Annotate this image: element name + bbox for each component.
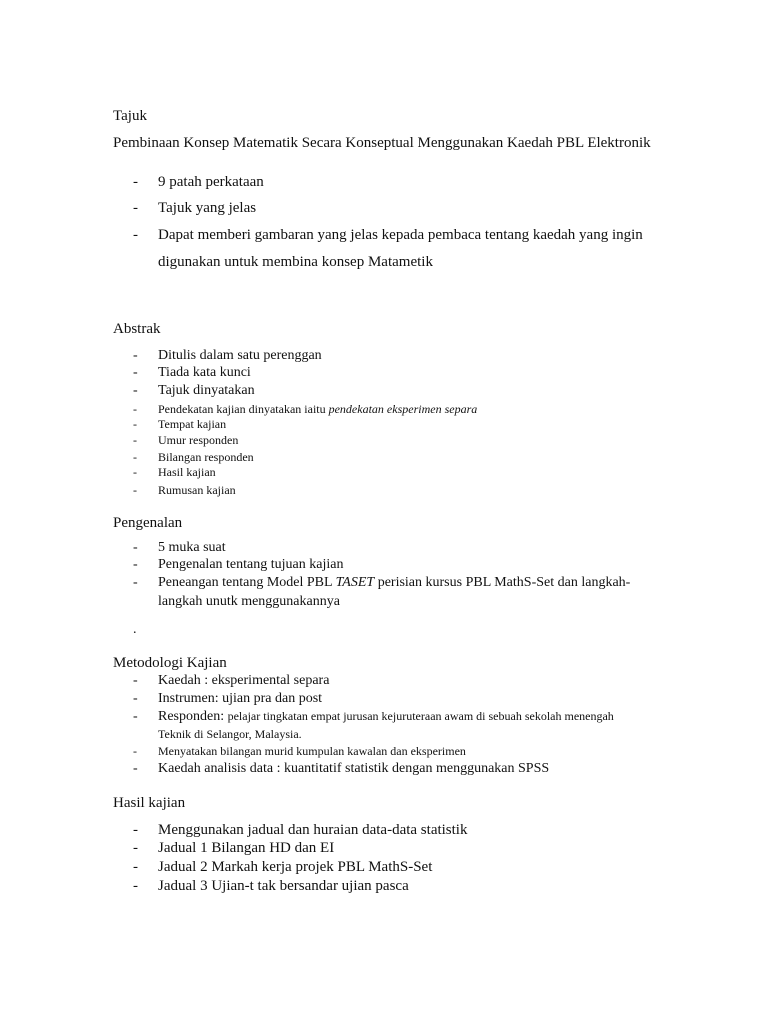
hasil-bullet-1: Menggunakan jadual dan huraian data-data statistik xyxy=(158,822,468,838)
metodologi-bullet-3-cont: Teknik di Selangor, Malaysia. xyxy=(158,727,302,741)
abstrak-bullet-4-italic: pendekatan eksperimen separa xyxy=(328,402,478,416)
dash-bullet: - xyxy=(133,575,138,590)
pengenalan-dot: . xyxy=(133,622,137,637)
dash-bullet: - xyxy=(133,365,138,380)
pengenalan-bullet-2: Pengenalan tentang tujuan kajian xyxy=(158,557,344,572)
metodologi-bullet-3-small: pelajar tingkatan empat jurusan kejuruteraan awam di sebuah sekolah menengah xyxy=(227,709,614,723)
tajuk-bullet-1: 9 patah perkataan xyxy=(158,174,264,190)
dash-bullet: - xyxy=(133,709,138,724)
dash-bullet: - xyxy=(133,878,138,894)
heading-abstrak: Abstrak xyxy=(113,321,161,337)
dash-bullet: - xyxy=(133,822,138,838)
abstrak-bullet-4 xyxy=(158,402,477,417)
dash-bullet: - xyxy=(133,383,138,398)
dash-bullet: - xyxy=(133,840,138,856)
metodologi-bullet-2: Instrumen: ujian pra dan post xyxy=(158,691,323,706)
dash-bullet: - xyxy=(133,348,138,363)
abstrak-bullet-1: Ditulis dalam satu perenggan xyxy=(158,348,322,363)
hasil-bullet-4: Jadual 3 Ujian-t tak bersandar ujian pasca xyxy=(158,878,409,894)
abstrak-bullet-7: Bilangan responden xyxy=(158,450,254,464)
pengenalan-bullet-3 xyxy=(158,575,630,591)
hasil-bullet-3: Jadual 2 Markah kerja projek PBL MathS-Set xyxy=(158,859,433,875)
metodologi-bullet-4: Menyatakan bilangan murid kumpulan kawalan dan eksperimen xyxy=(158,744,466,758)
dash-bullet: - xyxy=(133,557,138,572)
dash-bullet: - xyxy=(133,417,137,431)
tajuk-title: Pembinaan Konsep Matematik Secara Konseptual Menggunakan Kaedah PBL Elektronik xyxy=(113,135,651,151)
abstrak-bullet-2: Tiada kata kunci xyxy=(158,365,251,380)
heading-metodologi: Metodologi Kajian xyxy=(113,655,227,671)
heading-tajuk: Tajuk xyxy=(113,108,147,124)
heading-pengenalan: Pengenalan xyxy=(113,515,183,531)
pengenalan-bullet-3-cont: langkah unutk menggunakannya xyxy=(158,594,340,609)
tajuk-bullet-3: Dapat memberi gambaran yang jelas kepada pembaca tentang kaedah yang ingin xyxy=(158,227,643,243)
metodologi-bullet-5: Kaedah analisis data : kuantitatif statistik dengan menggunakan SPSS xyxy=(158,761,550,776)
dash-bullet: - xyxy=(133,402,137,416)
hasil-bullet-2: Jadual 1 Bilangan HD dan EI xyxy=(158,840,335,856)
dash-bullet: - xyxy=(133,227,138,243)
dash-bullet: - xyxy=(133,744,137,758)
abstrak-bullet-9: Rumusan kajian xyxy=(158,483,236,497)
dash-bullet: - xyxy=(133,450,137,464)
dash-bullet: - xyxy=(133,200,138,216)
pengenalan-bullet-3-text: Peneangan tentang Model PBL xyxy=(158,575,336,590)
pengenalan-bullet-1: 5 muka suat xyxy=(158,540,226,555)
dash-bullet: - xyxy=(133,761,138,776)
metodologi-bullet-3 xyxy=(158,709,614,725)
pengenalan-bullet-3-rest: perisian kursus PBL MathS-Set dan langkah- xyxy=(374,575,631,590)
metodologi-bullet-3-text: Responden: xyxy=(158,709,228,724)
dash-bullet: - xyxy=(133,691,138,706)
dash-bullet: - xyxy=(133,540,138,555)
dash-bullet: - xyxy=(133,673,138,688)
metodologi-bullet-1: Kaedah : eksperimental separa xyxy=(158,673,330,688)
tajuk-bullet-2: Tajuk yang jelas xyxy=(158,200,257,216)
dash-bullet: - xyxy=(133,174,138,190)
abstrak-bullet-3: Tajuk dinyatakan xyxy=(158,383,255,398)
dash-bullet: - xyxy=(133,465,137,479)
dash-bullet: - xyxy=(133,433,137,447)
abstrak-bullet-6: Umur responden xyxy=(158,433,239,447)
heading-hasil: Hasil kajian xyxy=(113,795,186,811)
dash-bullet: - xyxy=(133,859,138,875)
abstrak-bullet-4-text: Pendekatan kajian dinyatakan iaitu xyxy=(158,402,329,416)
abstrak-bullet-5: Tempat kajian xyxy=(158,417,227,431)
pengenalan-bullet-3-italic: TASET xyxy=(335,575,375,590)
dash-bullet: - xyxy=(133,483,137,497)
tajuk-bullet-3-cont: digunakan untuk membina konsep Matametik xyxy=(158,254,433,270)
abstrak-bullet-8: Hasil kajian xyxy=(158,465,216,479)
